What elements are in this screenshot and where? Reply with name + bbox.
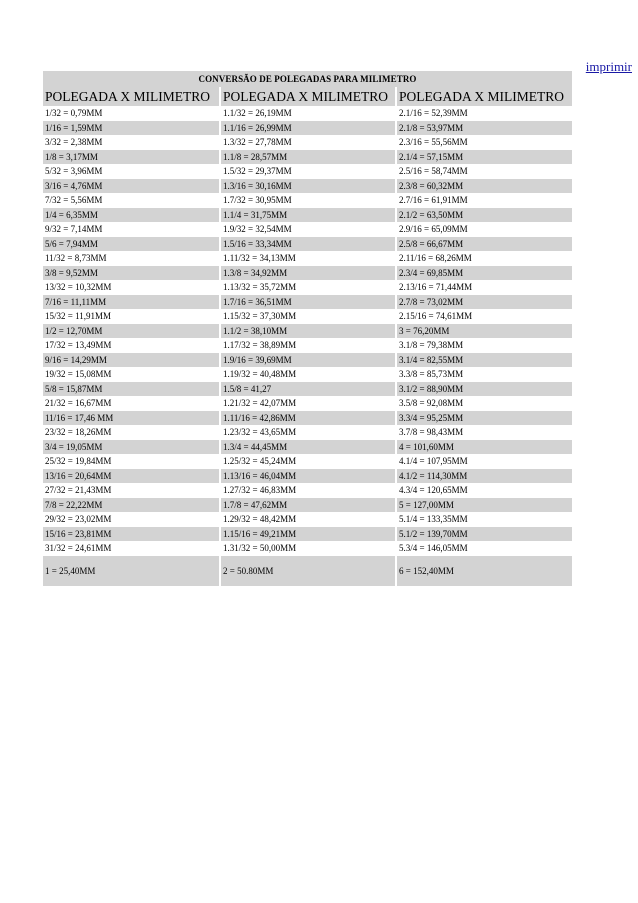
- table-cell: 1.13/32 = 35,72MM: [219, 280, 395, 295]
- table-cell: 1.3/4 = 44,45MM: [219, 440, 395, 455]
- table-cell: 1.1/16 = 26,99MM: [219, 121, 395, 136]
- table-cell: 1.29/32 = 48,42MM: [219, 512, 395, 527]
- table-row: [43, 425, 572, 440]
- table-cell: 2.15/16 = 74,61MM: [395, 309, 572, 324]
- table-cell: 6 = 152,40MM: [395, 556, 572, 586]
- table-cell: 2.3/4 = 69,85MM: [395, 266, 572, 281]
- table-cell: 2.1/4 = 57,15MM: [395, 150, 572, 165]
- table-cell: 13/16 = 20,64MM: [43, 469, 219, 484]
- table-cell: 27/32 = 21,43MM: [43, 483, 219, 498]
- conversion-sheet: [43, 71, 572, 586]
- table-row: [43, 106, 572, 121]
- table-row: [43, 512, 572, 527]
- table-row: [43, 353, 572, 368]
- table-cell: 1.7/16 = 36,51MM: [219, 295, 395, 310]
- table-cell: 3.1/8 = 79,38MM: [395, 338, 572, 353]
- table-row: [43, 498, 572, 513]
- table-row: [43, 367, 572, 382]
- table-cell: 21/32 = 16,67MM: [43, 396, 219, 411]
- table-cell: 2 = 50.80MM: [219, 556, 395, 586]
- table-body: [43, 106, 572, 586]
- table-row: [43, 527, 572, 542]
- table-cell: 2.1/2 = 63,50MM: [395, 208, 572, 223]
- table-cell: 1.27/32 = 46,83MM: [219, 483, 395, 498]
- table-cell: 1.23/32 = 43,65MM: [219, 425, 395, 440]
- table-cell: 1.11/32 = 34,13MM: [219, 251, 395, 266]
- table-cell: 15/16 = 23,81MM: [43, 527, 219, 542]
- table-row: [43, 121, 572, 136]
- table-cell: 25/32 = 19,84MM: [43, 454, 219, 469]
- table-cell: 2.5/16 = 58,74MM: [395, 164, 572, 179]
- table-cell: 1/2 = 12,70MM: [43, 324, 219, 339]
- table-row: [43, 309, 572, 324]
- table-cell: 31/32 = 24,61MM: [43, 541, 219, 556]
- table-cell: 2.3/8 = 60,32MM: [395, 179, 572, 194]
- table-row: [43, 237, 572, 252]
- table-cell: 4 = 101,60MM: [395, 440, 572, 455]
- table-cell: 2.7/16 = 61,91MM: [395, 193, 572, 208]
- table-cell: 3/16 = 4,76MM: [43, 179, 219, 194]
- table-cell: 1.5/32 = 29,37MM: [219, 164, 395, 179]
- table-cell: 1.17/32 = 38,89MM: [219, 338, 395, 353]
- table-cell: 2.1/16 = 52,39MM: [395, 106, 572, 121]
- table-row: [43, 382, 572, 397]
- table-row: [43, 541, 572, 556]
- table-cell: 1.3/8 = 34,92MM: [219, 266, 395, 281]
- table-row: [43, 483, 572, 498]
- table-cell: 2.7/8 = 73,02MM: [395, 295, 572, 310]
- table-row: [43, 338, 572, 353]
- table-row: [43, 411, 572, 426]
- table-cell: 13/32 = 10,32MM: [43, 280, 219, 295]
- table-row: [43, 469, 572, 484]
- table-cell: 1.1/4 = 31,75MM: [219, 208, 395, 223]
- table-cell: 5/6 = 7,94MM: [43, 237, 219, 252]
- table-cell: 1.5/16 = 33,34MM: [219, 237, 395, 252]
- table-cell: 9/32 = 7,14MM: [43, 222, 219, 237]
- table-cell: 1.1/32 = 26,19MM: [219, 106, 395, 121]
- table-row: [43, 251, 572, 266]
- table-cell: 1.19/32 = 40,48MM: [219, 367, 395, 382]
- table-cell: 3.1/4 = 82,55MM: [395, 353, 572, 368]
- conversion-table: [43, 87, 572, 586]
- table-row: [43, 193, 572, 208]
- table-cell: 1/32 = 0,79MM: [43, 106, 219, 121]
- table-cell: 1.3/32 = 27,78MM: [219, 135, 395, 150]
- table-cell: 4.1/2 = 114,30MM: [395, 469, 572, 484]
- table-row: [43, 454, 572, 469]
- table-cell: 5 = 127,00MM: [395, 498, 572, 513]
- table-cell: 1 = 25,40MM: [43, 556, 219, 586]
- table-cell: 2.11/16 = 68,26MM: [395, 251, 572, 266]
- table-cell: 1.7/32 = 30,95MM: [219, 193, 395, 208]
- table-cell: 3/8 = 9,52MM: [43, 266, 219, 281]
- table-cell: 3/32 = 2,38MM: [43, 135, 219, 150]
- table-cell: 1.13/16 = 46,04MM: [219, 469, 395, 484]
- table-cell: 2.9/16 = 65,09MM: [395, 222, 572, 237]
- table-cell: 1.9/32 = 32,54MM: [219, 222, 395, 237]
- table-cell: 1.21/32 = 42,07MM: [219, 396, 395, 411]
- column-header: POLEGADA X MILIMETRO: [219, 87, 395, 106]
- table-cell: 3.5/8 = 92,08MM: [395, 396, 572, 411]
- table-cell: 1.31/32 = 50,00MM: [219, 541, 395, 556]
- table-cell: 23/32 = 18,26MM: [43, 425, 219, 440]
- table-cell: 1/16 = 1,59MM: [43, 121, 219, 136]
- table-cell: 1/8 = 3,17MM: [43, 150, 219, 165]
- table-cell: 3.3/4 = 95,25MM: [395, 411, 572, 426]
- table-cell: 29/32 = 23,02MM: [43, 512, 219, 527]
- table-cell: 1.3/16 = 30,16MM: [219, 179, 395, 194]
- table-cell: 3 = 76,20MM: [395, 324, 572, 339]
- table-cell: 3.1/2 = 88,90MM: [395, 382, 572, 397]
- table-cell: 4.1/4 = 107,95MM: [395, 454, 572, 469]
- table-cell: 11/16 = 17,46 MM: [43, 411, 219, 426]
- table-cell: 2.5/8 = 66,67MM: [395, 237, 572, 252]
- table-row: [43, 135, 572, 150]
- column-header: POLEGADA X MILIMETRO: [395, 87, 572, 106]
- table-cell: 1.1/8 = 28,57MM: [219, 150, 395, 165]
- table-cell: 7/32 = 5,56MM: [43, 193, 219, 208]
- table-cell: 1.1/2 = 38,10MM: [219, 324, 395, 339]
- table-row: [43, 179, 572, 194]
- table-row: [43, 440, 572, 455]
- table-row: [43, 280, 572, 295]
- table-cell: 7/16 = 11,11MM: [43, 295, 219, 310]
- table-cell: 5.1/4 = 133,35MM: [395, 512, 572, 527]
- table-row: [43, 150, 572, 165]
- table-cell: 3/4 = 19,05MM: [43, 440, 219, 455]
- table-cell: 2.1/8 = 53,97MM: [395, 121, 572, 136]
- table-cell: 1.25/32 = 45,24MM: [219, 454, 395, 469]
- table-row: [43, 556, 572, 586]
- table-cell: 4.3/4 = 120,65MM: [395, 483, 572, 498]
- table-cell: 9/16 = 14,29MM: [43, 353, 219, 368]
- table-cell: 2.3/16 = 55,56MM: [395, 135, 572, 150]
- print-link[interactable]: imprimir: [585, 59, 632, 74]
- table-cell: 1.9/16 = 39,69MM: [219, 353, 395, 368]
- table-row: [43, 396, 572, 411]
- table-title: CONVERSÃO DE POLEGADAS PARA MILIMETRO: [43, 71, 572, 87]
- table-row: [43, 222, 572, 237]
- table-cell: 2.13/16 = 71,44MM: [395, 280, 572, 295]
- table-cell: 5/8 = 15,87MM: [43, 382, 219, 397]
- table-cell: 17/32 = 13,49MM: [43, 338, 219, 353]
- table-row: [43, 266, 572, 281]
- header-row: [43, 87, 572, 106]
- table-cell: 5.1/2 = 139,70MM: [395, 527, 572, 542]
- table-cell: 1.15/32 = 37,30MM: [219, 309, 395, 324]
- table-cell: 19/32 = 15,08MM: [43, 367, 219, 382]
- table-cell: 1.11/16 = 42,86MM: [219, 411, 395, 426]
- table-cell: 1/4 = 6,35MM: [43, 208, 219, 223]
- table-row: [43, 164, 572, 179]
- table-cell: 7/8 = 22,22MM: [43, 498, 219, 513]
- table-row: [43, 208, 572, 223]
- table-cell: 1.5/8 = 41,27: [219, 382, 395, 397]
- table-cell: 15/32 = 11,91MM: [43, 309, 219, 324]
- table-row: [43, 295, 572, 310]
- table-cell: 1.15/16 = 49,21MM: [219, 527, 395, 542]
- table-cell: 11/32 = 8,73MM: [43, 251, 219, 266]
- table-cell: 5/32 = 3,96MM: [43, 164, 219, 179]
- table-cell: 3.3/8 = 85,73MM: [395, 367, 572, 382]
- table-cell: 5.3/4 = 146,05MM: [395, 541, 572, 556]
- table-cell: 1.7/8 = 47,62MM: [219, 498, 395, 513]
- column-header: POLEGADA X MILIMETRO: [43, 87, 219, 106]
- table-cell: 3.7/8 = 98,43MM: [395, 425, 572, 440]
- table-row: [43, 324, 572, 339]
